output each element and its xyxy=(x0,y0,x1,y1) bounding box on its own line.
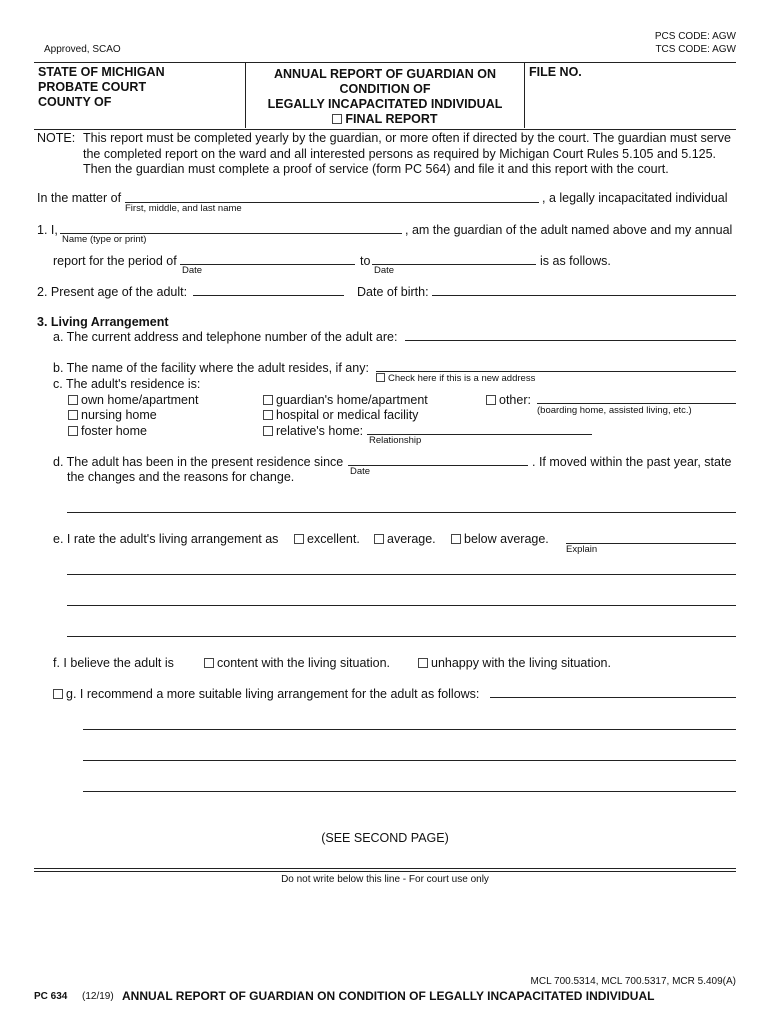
court-use-divider-bottom xyxy=(34,871,736,872)
final-report-checkbox[interactable] xyxy=(332,114,342,124)
footer-form-title: ANNUAL REPORT OF GUARDIAN ON CONDITION OF LEGALLY INCAPACITATED INDIVIDUAL xyxy=(122,989,655,1003)
recommend-line-1[interactable] xyxy=(83,729,736,730)
relatives-home-checkbox[interactable] xyxy=(263,426,273,436)
item3d-cont: . If moved within the past year, state xyxy=(532,455,732,469)
note-line1: This report must be completed yearly by the guardian, or more often if directed by the court. The guardian must serve xyxy=(83,131,732,145)
nursing-home-label: nursing home xyxy=(81,408,157,422)
dob-label: Date of birth: xyxy=(357,285,429,299)
unhappy-label: unhappy with the living situation. xyxy=(431,656,611,670)
nursing-home-option xyxy=(68,408,157,422)
below-average-checkbox[interactable] xyxy=(451,534,461,544)
nursing-home-checkbox[interactable] xyxy=(68,410,78,420)
matter-prefix: In the matter of xyxy=(37,191,122,205)
guardians-home-label: guardian's home/apartment xyxy=(276,393,428,407)
own-home-label: own home/apartment xyxy=(81,393,199,407)
item3g-label: g. I recommend a more suitable living arrangement for the adult as follows: xyxy=(66,687,480,701)
foster-home-checkbox[interactable] xyxy=(68,426,78,436)
approved-label: Approved, SCAO xyxy=(44,44,121,55)
unhappy-checkbox[interactable] xyxy=(418,658,428,668)
period-label: report for the period of xyxy=(53,254,177,268)
period-end-hint: Date xyxy=(374,265,395,276)
guardians-home-checkbox[interactable] xyxy=(263,395,273,405)
relatives-home-label: relative's home: xyxy=(276,424,364,438)
final-report-option xyxy=(246,112,524,126)
guardian-name-hint: Name (type or print) xyxy=(62,234,147,245)
average-checkbox[interactable] xyxy=(374,534,384,544)
note-label: NOTE: xyxy=(37,131,76,145)
pcs-code: PCS CODE: AGW xyxy=(654,31,736,42)
foster-home-option xyxy=(68,424,147,438)
explain-line-3[interactable] xyxy=(67,636,736,637)
below-average-label: below average. xyxy=(464,532,549,546)
new-address-label: Check here if this is a new address xyxy=(388,373,536,384)
residence-since-hint: Date xyxy=(350,466,371,477)
period-start-hint: Date xyxy=(182,265,203,276)
new-address-checkbox[interactable] xyxy=(376,373,385,382)
period-end-field[interactable] xyxy=(372,264,536,265)
item3c-label: c. The adult's residence is: xyxy=(53,377,201,391)
court-state: STATE OF MICHIGAN xyxy=(38,65,165,79)
hospital-checkbox[interactable] xyxy=(263,410,273,420)
item1-number: 1. I, xyxy=(37,223,58,237)
file-no-label: FILE NO. xyxy=(529,65,582,79)
form-date: (12/19) xyxy=(82,991,114,1002)
content-option xyxy=(204,656,390,670)
unhappy-option xyxy=(418,656,611,670)
facility-name-field[interactable] xyxy=(376,371,736,372)
form-title-line2: CONDITION OF xyxy=(339,82,431,96)
item3f-label: f. I believe the adult is xyxy=(53,656,174,670)
explain-hint: Explain xyxy=(566,544,598,555)
note-line2: the completed report on the ward and all interested persons as required by Michigan Court Rules 5.105 and 5.125. xyxy=(83,147,717,161)
court-use-note: Do not write below this line - For court use only xyxy=(281,874,489,885)
excellent-label: excellent. xyxy=(307,532,360,546)
hospital-option xyxy=(263,408,418,422)
recommend-line-2[interactable] xyxy=(83,760,736,761)
item3g-option xyxy=(53,687,479,701)
final-report-label: FINAL REPORT xyxy=(345,112,438,126)
excellent-checkbox[interactable] xyxy=(294,534,304,544)
form-title-line1: ANNUAL REPORT OF GUARDIAN ON xyxy=(274,67,496,81)
content-checkbox[interactable] xyxy=(204,658,214,668)
rating-excellent-option xyxy=(294,532,360,546)
citations: MCL 700.5314, MCL 700.5317, MCR 5.409(A) xyxy=(530,976,736,987)
foster-home-label: foster home xyxy=(81,424,148,438)
item3a-label: a. The current address and telephone number of the adult are: xyxy=(53,330,398,344)
living-arrangement-title: 3. Living Arrangement xyxy=(37,315,169,329)
court-use-divider-top xyxy=(34,868,736,869)
header-divider-2 xyxy=(524,62,525,128)
explain-line-1[interactable] xyxy=(67,574,736,575)
content-label: content with the living situation. xyxy=(217,656,391,670)
form-title-line3: LEGALLY INCAPACITATED INDIVIDUAL xyxy=(267,97,503,111)
matter-suffix: , a legally incapacitated individual xyxy=(542,191,728,205)
rating-average-option xyxy=(374,532,436,546)
form-number: PC 634 xyxy=(34,991,68,1002)
residence-since-field[interactable] xyxy=(348,465,528,466)
other-label: other: xyxy=(499,393,531,407)
item3d-label: d. The adult has been in the present residence since xyxy=(53,455,344,469)
item1-suffix: , am the guardian of the adult named above and my annual xyxy=(405,223,733,237)
period-follows: is as follows. xyxy=(540,254,611,268)
relationship-hint: Relationship xyxy=(369,435,422,446)
recommend-checkbox[interactable] xyxy=(53,689,63,699)
rating-below-average-option xyxy=(451,532,549,546)
other-checkbox[interactable] xyxy=(486,395,496,405)
age-label: 2. Present age of the adult: xyxy=(37,285,188,299)
new-address-option xyxy=(376,373,535,384)
dob-field[interactable] xyxy=(432,295,736,296)
court-name: PROBATE COURT xyxy=(38,80,147,94)
item3e-label: e. I rate the adult's living arrangement as xyxy=(53,532,279,546)
period-to: to xyxy=(360,254,371,268)
item3b-label: b. The name of the facility where the adult resides, if any: xyxy=(53,361,369,375)
other-option xyxy=(486,393,531,407)
relatives-home-option xyxy=(263,424,363,438)
tcs-code: TCS CODE: AGW xyxy=(655,44,736,55)
explain-line-2[interactable] xyxy=(67,605,736,606)
item3d-line2: the changes and the reasons for change. xyxy=(67,470,295,484)
changes-field[interactable] xyxy=(67,512,736,513)
address-phone-field[interactable] xyxy=(405,340,736,341)
note-line3: Then the guardian must complete a proof of service (form PC 564) and file it and this report with the court. xyxy=(83,162,669,176)
other-hint: (boarding home, assisted living, etc.) xyxy=(537,405,692,416)
age-field[interactable] xyxy=(193,295,344,296)
period-start-field[interactable] xyxy=(180,264,355,265)
recommend-field[interactable] xyxy=(490,697,736,698)
recommend-line-3[interactable] xyxy=(83,791,736,792)
other-field[interactable] xyxy=(537,403,736,404)
own-home-checkbox[interactable] xyxy=(68,395,78,405)
average-label: average. xyxy=(387,532,436,546)
court-county: COUNTY OF xyxy=(38,95,112,109)
see-second-page: (SEE SECOND PAGE) xyxy=(321,831,449,845)
own-home-option xyxy=(68,393,198,407)
guardians-home-option xyxy=(263,393,428,407)
hospital-label: hospital or medical facility xyxy=(276,408,419,422)
matter-hint: First, middle, and last name xyxy=(125,203,242,214)
